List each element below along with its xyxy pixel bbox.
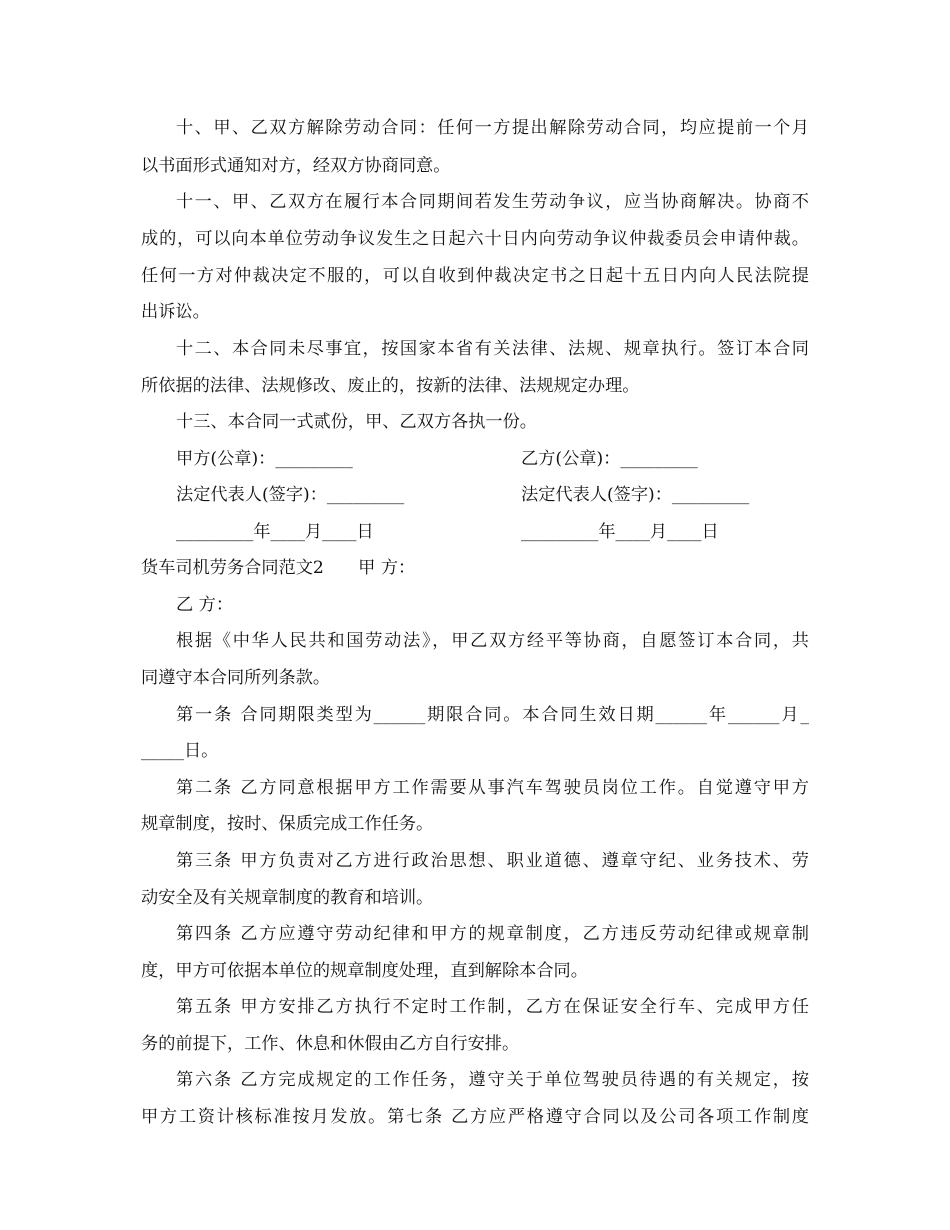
article-2-line-2: 规章制度，按时、保质完成工作任务。	[141, 814, 434, 834]
party-a-seal-field: 甲方(公章)：_________	[176, 449, 353, 469]
party-b-label: 乙 方：	[176, 595, 234, 615]
contract-2-title: 货车司机劳务合同范文2 甲 方：	[141, 558, 416, 578]
article-3-line-2: 动安全及有关规章制度的教育和培训。	[141, 888, 434, 908]
party-a-date-field: _________年____月____日	[176, 522, 374, 542]
party-b-date-field: _________年____月____日	[521, 522, 719, 542]
clause-12-line-1: 十二、本合同未尽事宜，按国家本省有关法律、法规、规章执行。签订本合同	[176, 339, 809, 359]
party-b-rep-field: 法定代表人(签字)：_________	[521, 485, 750, 505]
article-1-line-1: 第一条 合同期限类型为______期限合同。本合同生效日期______年______月_	[176, 705, 809, 725]
article-1-line-2: _____日。	[141, 741, 219, 761]
article-5-line-2: 务的前提下，工作、休息和休假由乙方自行安排。	[141, 1034, 520, 1054]
article-6-7-line-2: 甲方工资计核标准按月发放。第七条 乙方应严格遵守合同以及公司各项工作制度	[141, 1107, 809, 1127]
clause-12-line-2: 所依据的法律、法规修改、废止的，按新的法律、法规规定办理。	[141, 376, 640, 396]
article-5-line-1: 第五条 甲方安排乙方执行不定时工作制，乙方在保证安全行车、完成甲方任	[176, 997, 809, 1017]
article-4-line-1: 第四条 乙方应遵守劳动纪律和甲方的规章制度，乙方违反劳动纪律或规章制	[176, 924, 809, 944]
clause-11-line-1: 十一、甲、乙双方在履行本合同期间若发生劳动争议，应当协商解决。协商不	[176, 192, 809, 212]
clause-10-line-1: 十、甲、乙双方解除劳动合同：任何一方提出解除劳动合同，均应提前一个月	[176, 118, 809, 138]
clause-11-line-4: 出诉讼。	[141, 302, 210, 322]
clause-11-line-3: 任何一方对仲裁决定不服的，可以自收到仲裁决定书之日起十五日内向人民法院提	[141, 266, 809, 286]
party-b-seal-field: 乙方(公章)：_________	[521, 449, 698, 469]
clause-10-line-2: 以书面形式通知对方，经双方协商同意。	[141, 156, 451, 176]
article-3-line-1: 第三条 甲方负责对乙方进行政治思想、职业道德、遵章守纪、业务技术、劳	[176, 851, 809, 871]
preamble-line-1: 根据《中华人民共和国劳动法》，甲乙双方经平等协商，自愿签订本合同，共	[176, 631, 809, 651]
clause-11-line-2: 成的，可以向本单位劳动争议发生之日起六十日内向劳动争议仲裁委员会申请仲裁。	[141, 229, 809, 249]
article-4-line-2: 度，甲方可依据本单位的规章制度处理，直到解除本合同。	[141, 961, 588, 981]
article-2-line-1: 第二条 乙方同意根据甲方工作需要从事汽车驾驶员岗位工作。自觉遵守甲方	[176, 778, 809, 798]
article-6-line-1: 第六条 乙方完成规定的工作任务，遵守关于单位驾驶员待遇的有关规定，按	[176, 1070, 809, 1090]
preamble-line-2: 同遵守本合同所列条款。	[141, 668, 331, 688]
party-a-rep-field: 法定代表人(签字)：_________	[176, 485, 405, 505]
clause-13-line-1: 十三、本合同一式贰份，甲、乙双方各执一份。	[176, 412, 537, 432]
